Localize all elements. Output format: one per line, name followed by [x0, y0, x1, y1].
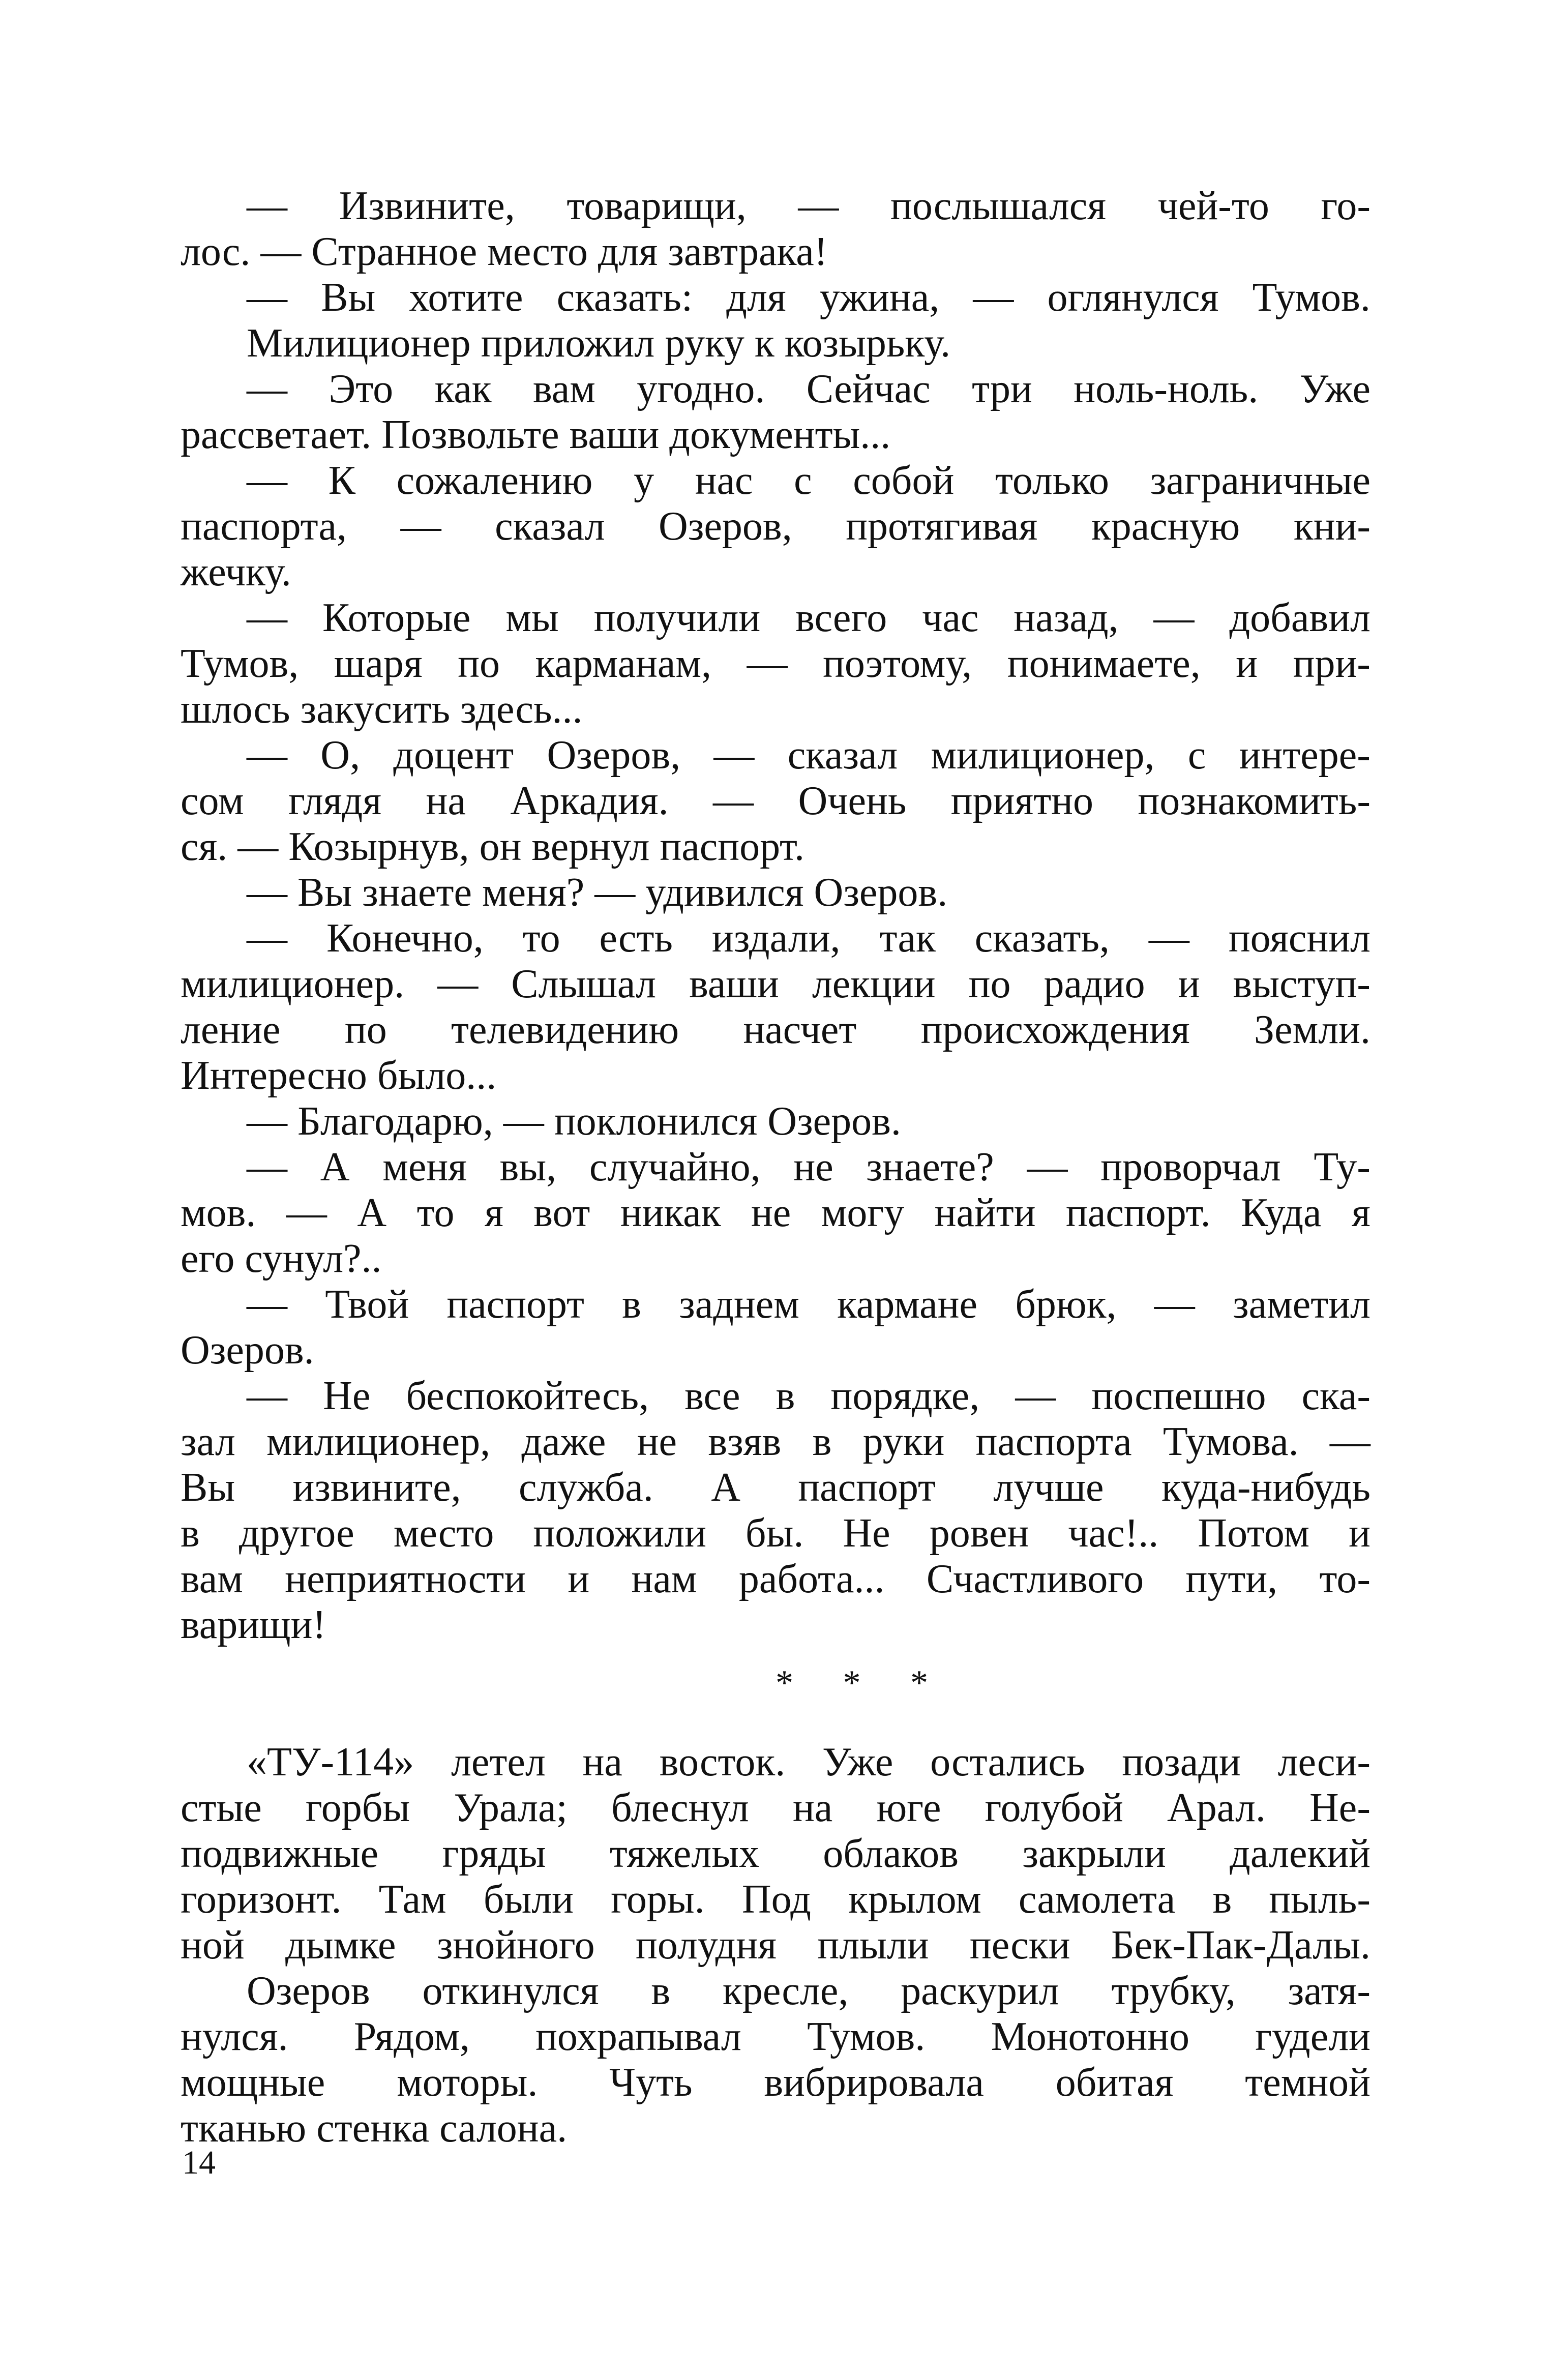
text-line: — Твой паспорт в заднем кармане брюк, — заметил: [247, 1282, 1370, 1327]
text-line: — Конечно, то есть издали, так сказать, — пояснил: [247, 916, 1370, 961]
text-line: ся. — Козырнув, он вернул паспорт.: [181, 824, 804, 869]
text-line: лос. — Странное место для завтрака!: [181, 229, 828, 274]
text-line: Интересно было...: [181, 1053, 497, 1098]
text-line: — Благодарю, — поклонился Озеров.: [247, 1099, 901, 1144]
text-line: Вы извините, служба. А паспорт лучше куда-нибудь: [181, 1465, 1370, 1510]
text-line: — Которые мы получили всего час назад, — добавил: [247, 596, 1370, 640]
text-line: «ТУ-114» летел на восток. Уже остались позади леси-: [247, 1740, 1370, 1784]
text-line: мощные моторы. Чуть вибрировала обитая темной: [181, 2060, 1370, 2105]
text-line: тканью стенка салона.: [181, 2106, 568, 2151]
spacer: [181, 1704, 1370, 1739]
text-line: Милиционер приложил руку к козырьку.: [247, 321, 951, 366]
text-line: жечку.: [181, 550, 291, 594]
text-block-dialogue: [181, 183, 1370, 1648]
text-line: ление по телевидению насчет происхождения Земли.: [181, 1007, 1370, 1052]
text-line: его сунул?..: [181, 1236, 382, 1281]
text-line: рассветает. Позвольте ваши документы...: [181, 412, 891, 457]
text-line: в другое место положили бы. Не ровен час!.. Потом и: [181, 1511, 1370, 1556]
text-line: зал милиционер, даже не взяв в руки паспорта Тумова. —: [181, 1419, 1370, 1464]
page-body: [181, 183, 1370, 2151]
section-separator: * * *: [776, 1663, 948, 1703]
text-line: стые горбы Урала; блеснул на юге голубой Арал. Не-: [181, 1786, 1370, 1830]
text-line: — Извините, товарищи, — послышался чей-то го-: [247, 184, 1370, 228]
text-line: подвижные гряды тяжелых облаков закрыли далекий: [181, 1831, 1370, 1876]
text-line: вам неприятности и нам работа... Счастливого пути, то-: [181, 1557, 1370, 1601]
text-line: варищи!: [181, 1602, 326, 1647]
text-line: милиционер. — Слышал ваши лекции по радио и выступ-: [181, 962, 1370, 1006]
text-line: Тумов, шаря по карманам, — поэтому, понимаете, и при-: [181, 641, 1370, 686]
text-line: — Вы знаете меня? — удивился Озеров.: [247, 870, 948, 915]
text-line: паспорта, — сказал Озеров, протягивая красную кни-: [181, 504, 1370, 549]
text-line: сом глядя на Аркадия. — Очень приятно познакомить-: [181, 779, 1370, 823]
text-line: — О, доцент Озеров, — сказал милиционер, с интере-: [247, 733, 1370, 778]
text-line: шлось закусить здесь...: [181, 687, 583, 732]
text-line: Озеров.: [181, 1328, 314, 1373]
text-line: Озеров откинулся в кресле, раскурил трубку, затя-: [247, 1969, 1370, 2013]
text-line: ной дымке знойного полудня плыли пески Бек-Пак-Далы.: [181, 1923, 1370, 1968]
text-line: мов. — А то я вот никак не могу найти паспорт. Куда я: [181, 1191, 1370, 1235]
page-number: 14: [182, 2144, 216, 2181]
text-line: горизонт. Там были горы. Под крылом самолета в пыль-: [181, 1877, 1370, 1922]
text-line: — Не беспокойтесь, все в порядке, — поспешно ска-: [247, 1374, 1370, 1418]
text-line: нулся. Рядом, похрапывал Тумов. Монотонно гудели: [181, 2014, 1370, 2059]
text-block-narrative: [181, 1739, 1370, 2151]
text-line: — Это как вам угодно. Сейчас три ноль-ноль. Уже: [247, 367, 1370, 411]
text-line: — Вы хотите сказать: для ужина, — оглянулся Тумов.: [247, 275, 1370, 320]
text-line: — А меня вы, случайно, не знаете? — проворчал Ту-: [247, 1145, 1370, 1189]
text-line: — К сожалению у нас с собой только заграничные: [247, 458, 1370, 503]
